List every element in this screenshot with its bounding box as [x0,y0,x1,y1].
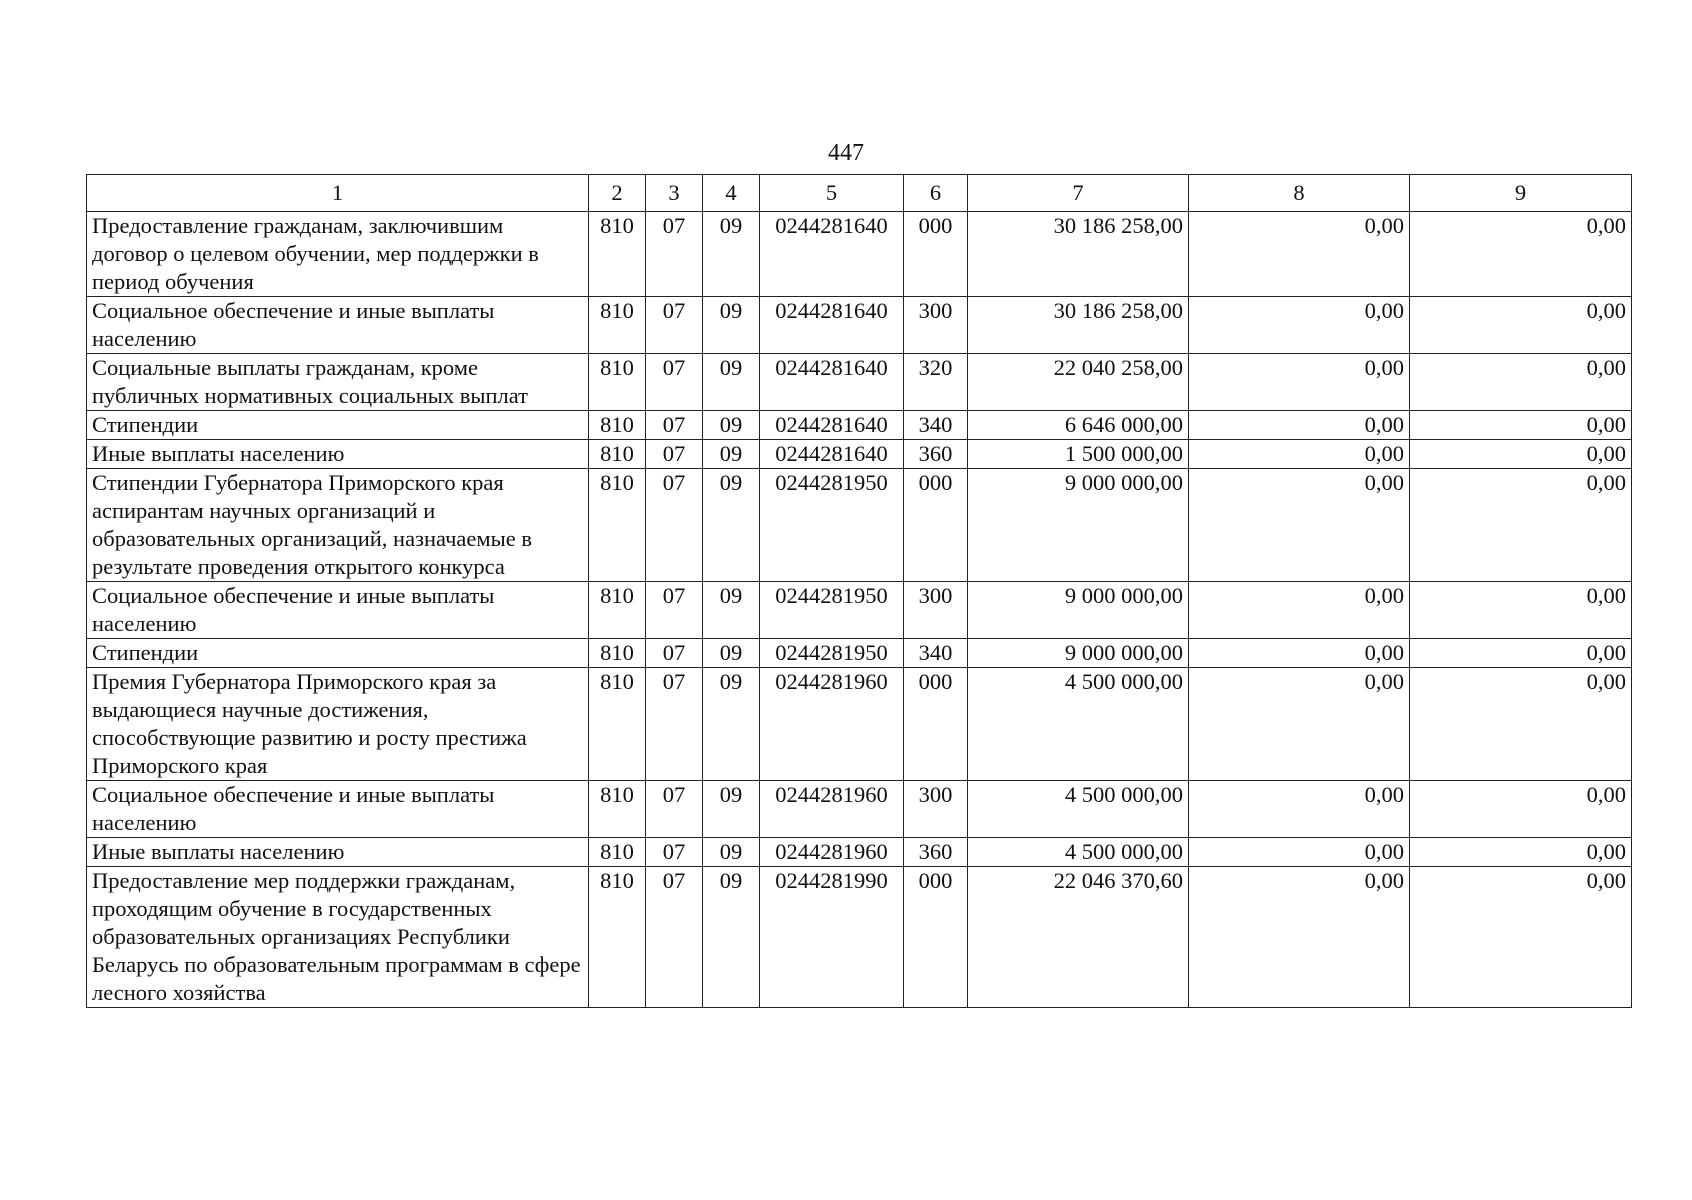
amount-cell: 0,00 [1410,297,1632,354]
expense-type-cell: 000 [904,469,968,582]
row-name-cell: Стипендии [87,639,589,668]
amount-cell: 0,00 [1189,411,1410,440]
header-cell: 7 [968,175,1189,212]
expense-type-cell: 000 [904,212,968,297]
subsection-code-cell: 09 [703,354,760,411]
header-cell: 4 [703,175,760,212]
section-code-cell: 07 [646,838,703,867]
admin-code-cell: 810 [589,354,646,411]
amount-cell: 0,00 [1410,411,1632,440]
admin-code-cell: 810 [589,838,646,867]
section-code-cell: 07 [646,411,703,440]
subsection-code-cell: 09 [703,582,760,639]
target-item-cell: 0244281640 [760,212,904,297]
row-name-cell: Предоставление мер поддержки гражданам, проходящим обучение в государственных образовательных организациях Республики Беларусь по образовательным программам в сфере лесного хозяйства [87,867,589,1008]
admin-code-cell: 810 [589,639,646,668]
admin-code-cell: 810 [589,781,646,838]
admin-code-cell: 810 [589,212,646,297]
target-item-cell: 0244281640 [760,354,904,411]
target-item-cell: 0244281640 [760,297,904,354]
subsection-code-cell: 09 [703,781,760,838]
section-code-cell: 07 [646,582,703,639]
row-name-cell: Стипендии Губернатора Приморского края аспирантам научных организаций и образовательных организаций, назначаемые в результате проведения открытого конкурса [87,469,589,582]
amount-cell: 30 186 258,00 [968,212,1189,297]
target-item-cell: 0244281960 [760,838,904,867]
subsection-code-cell: 09 [703,411,760,440]
subsection-code-cell: 09 [703,297,760,354]
section-code-cell: 07 [646,867,703,1008]
amount-cell: 0,00 [1189,867,1410,1008]
header-cell: 1 [87,175,589,212]
amount-cell: 9 000 000,00 [968,582,1189,639]
table-row [87,212,1632,297]
section-code-cell: 07 [646,212,703,297]
target-item-cell: 0244281960 [760,781,904,838]
admin-code-cell: 810 [589,469,646,582]
amount-cell: 30 186 258,00 [968,297,1189,354]
table-row [87,639,1632,668]
header-cell: 8 [1189,175,1410,212]
expense-type-cell: 360 [904,838,968,867]
amount-cell: 0,00 [1410,668,1632,781]
section-code-cell: 07 [646,639,703,668]
amount-cell: 9 000 000,00 [968,639,1189,668]
section-code-cell: 07 [646,354,703,411]
target-item-cell: 0244281640 [760,440,904,469]
expense-type-cell: 360 [904,440,968,469]
table-row [87,668,1632,781]
amount-cell: 0,00 [1189,639,1410,668]
row-name-cell: Премия Губернатора Приморского края за выдающиеся научные достижения, способствующие развитию и росту престижа Приморского края [87,668,589,781]
page-number: 447 [828,140,864,166]
header-cell: 9 [1410,175,1632,212]
table-row [87,469,1632,582]
amount-cell: 0,00 [1410,212,1632,297]
subsection-code-cell: 09 [703,639,760,668]
subsection-code-cell: 09 [703,469,760,582]
header-cell: 6 [904,175,968,212]
amount-cell: 22 046 370,60 [968,867,1189,1008]
table-body [87,212,1632,1008]
header-cell: 2 [589,175,646,212]
amount-cell: 0,00 [1189,668,1410,781]
header-cell: 5 [760,175,904,212]
amount-cell: 0,00 [1189,297,1410,354]
row-name-cell: Стипендии [87,411,589,440]
section-code-cell: 07 [646,469,703,582]
amount-cell: 0,00 [1410,440,1632,469]
section-code-cell: 07 [646,668,703,781]
amount-cell: 0,00 [1410,469,1632,582]
subsection-code-cell: 09 [703,838,760,867]
expense-type-cell: 340 [904,639,968,668]
section-code-cell: 07 [646,297,703,354]
admin-code-cell: 810 [589,582,646,639]
subsection-code-cell: 09 [703,668,760,781]
admin-code-cell: 810 [589,440,646,469]
table-row [87,838,1632,867]
table-row [87,867,1632,1008]
header-cell: 3 [646,175,703,212]
table-row [87,354,1632,411]
row-name-cell: Иные выплаты населению [87,838,589,867]
amount-cell: 4 500 000,00 [968,838,1189,867]
amount-cell: 0,00 [1189,440,1410,469]
target-item-cell: 0244281990 [760,867,904,1008]
row-name-cell: Предоставление гражданам, заключившим договор о целевом обучении, мер поддержки в период обучения [87,212,589,297]
row-name-cell: Социальное обеспечение и иные выплаты населению [87,781,589,838]
amount-cell: 0,00 [1189,354,1410,411]
amount-cell: 0,00 [1189,781,1410,838]
amount-cell: 0,00 [1410,838,1632,867]
subsection-code-cell: 09 [703,440,760,469]
amount-cell: 22 040 258,00 [968,354,1189,411]
expense-type-cell: 320 [904,354,968,411]
row-name-cell: Иные выплаты населению [87,440,589,469]
target-item-cell: 0244281640 [760,411,904,440]
amount-cell: 0,00 [1410,781,1632,838]
amount-cell: 6 646 000,00 [968,411,1189,440]
amount-cell: 0,00 [1410,354,1632,411]
amount-cell: 0,00 [1189,838,1410,867]
subsection-code-cell: 09 [703,212,760,297]
table-row [87,582,1632,639]
expense-type-cell: 000 [904,867,968,1008]
amount-cell: 0,00 [1410,582,1632,639]
table-row [87,297,1632,354]
target-item-cell: 0244281950 [760,639,904,668]
section-code-cell: 07 [646,781,703,838]
target-item-cell: 0244281960 [760,668,904,781]
expense-type-cell: 300 [904,297,968,354]
amount-cell: 9 000 000,00 [968,469,1189,582]
row-name-cell: Социальное обеспечение и иные выплаты населению [87,582,589,639]
admin-code-cell: 810 [589,867,646,1008]
amount-cell: 0,00 [1410,639,1632,668]
table-row [87,781,1632,838]
row-name-cell: Социальное обеспечение и иные выплаты населению [87,297,589,354]
row-name-cell: Социальные выплаты гражданам, кроме публичных нормативных социальных выплат [87,354,589,411]
amount-cell: 4 500 000,00 [968,668,1189,781]
section-code-cell: 07 [646,440,703,469]
expense-type-cell: 300 [904,582,968,639]
subsection-code-cell: 09 [703,867,760,1008]
amount-cell: 1 500 000,00 [968,440,1189,469]
amount-cell: 0,00 [1189,582,1410,639]
budget-table [86,174,1632,1008]
amount-cell: 0,00 [1189,469,1410,582]
expense-type-cell: 300 [904,781,968,838]
amount-cell: 0,00 [1189,212,1410,297]
target-item-cell: 0244281950 [760,469,904,582]
header-row [87,175,1632,212]
expense-type-cell: 340 [904,411,968,440]
expense-type-cell: 000 [904,668,968,781]
amount-cell: 0,00 [1410,867,1632,1008]
admin-code-cell: 810 [589,297,646,354]
amount-cell: 4 500 000,00 [968,781,1189,838]
target-item-cell: 0244281950 [760,582,904,639]
admin-code-cell: 810 [589,411,646,440]
table-row [87,411,1632,440]
table-row [87,440,1632,469]
admin-code-cell: 810 [589,668,646,781]
